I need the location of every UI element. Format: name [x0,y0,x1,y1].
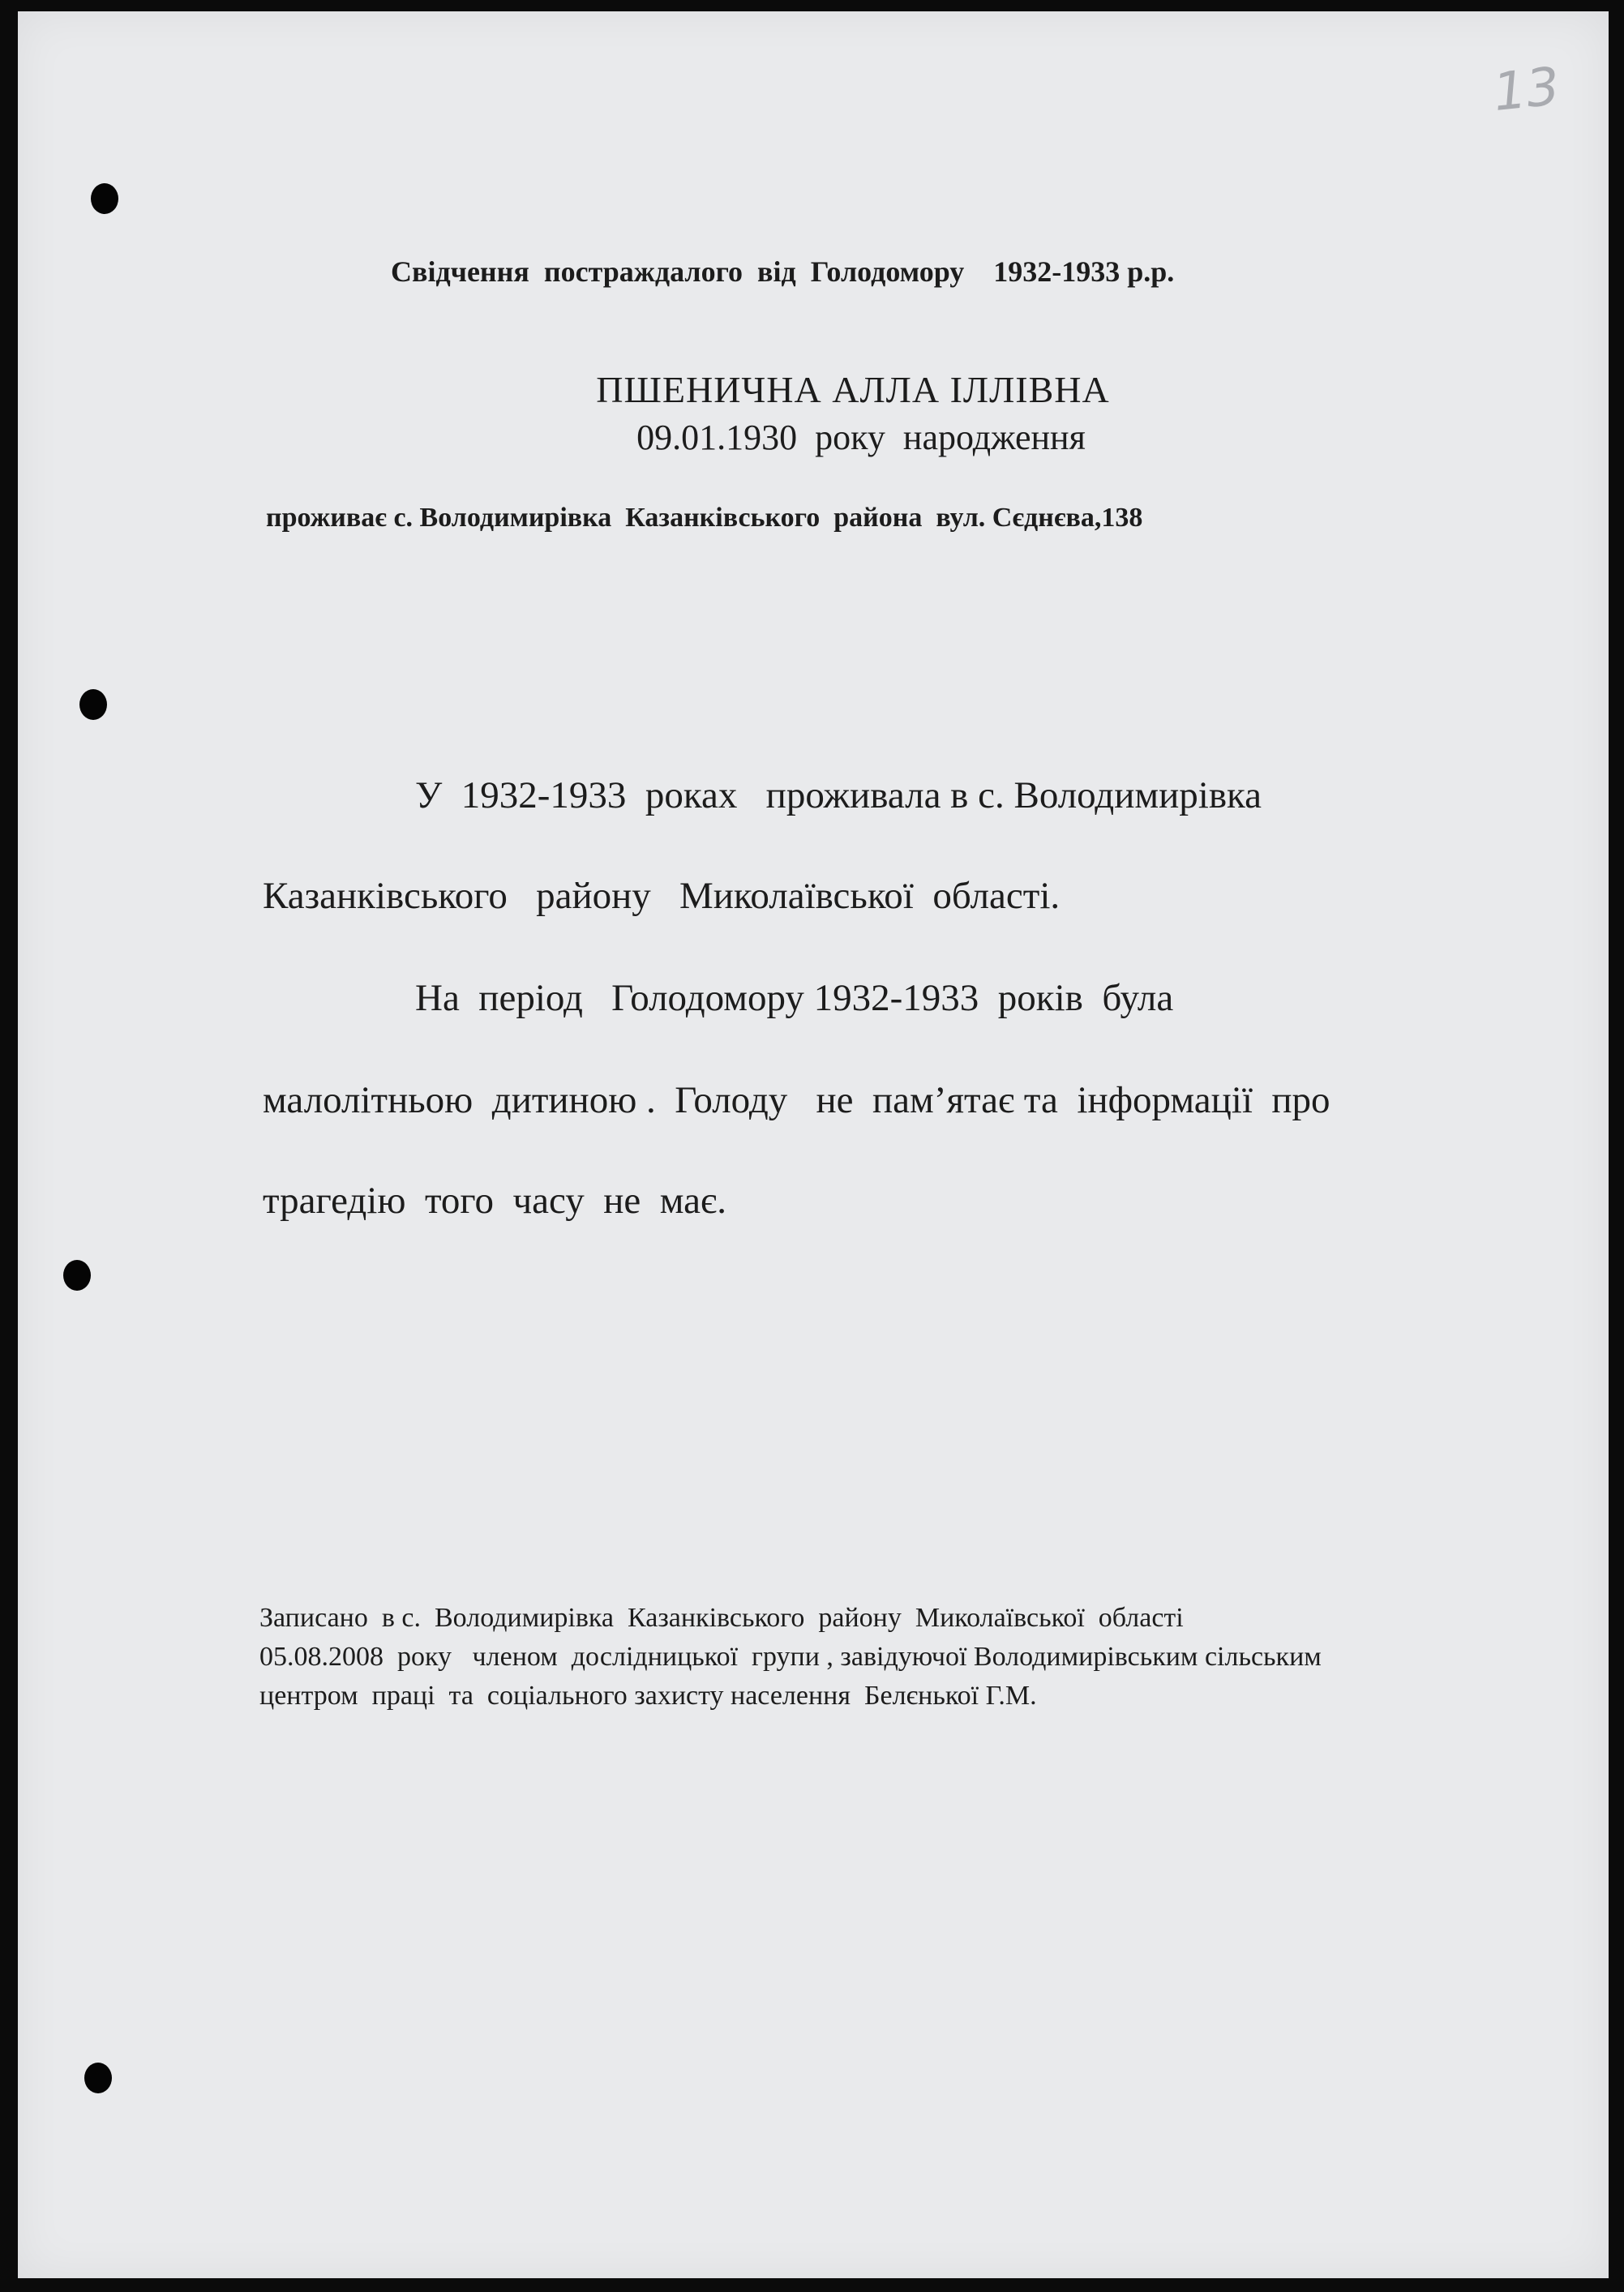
witness-birth-date: 09.01.1930 року народження [636,418,1086,457]
testimony-line: Казанківського району Миколаївської області. [263,875,1061,917]
document-title: Свідчення постраждалого від Голодомору 1932-1933 р.р. [391,255,1175,288]
punch-hole [79,689,107,720]
punch-hole [84,2063,112,2093]
testimony-line: малолітньою дитиною . Голоду не пам’ятає та інформації про [263,1079,1330,1121]
document-page [18,11,1609,2278]
record-note-line: Записано в с. Володимирівка Казанківського району Миколаївської області [259,1603,1184,1633]
witness-residence: проживає с. Володимирівка Казанківського района вул. Сєднєва,138 [266,503,1143,533]
punch-hole [63,1260,91,1291]
record-note [259,1599,1557,1716]
testimony-line: трагедію того часу не має. [263,1180,726,1222]
handwritten-page-number: 13 [1490,56,1563,124]
record-note-line: центром праці та соціального захисту населення Белєнької Г.М. [259,1681,1037,1711]
testimony-line: У 1932-1933 роках проживала в с. Володимирівка [415,774,1262,816]
witness-name: ПШЕНИЧНА АЛЛА ІЛЛІВНА [596,369,1110,410]
testimony-line: На період Голодомору 1932-1933 років була [415,977,1174,1019]
record-note-line: 05.08.2008 року членом дослідницької групи , завідуючої Володимирівським сільським [259,1642,1322,1672]
punch-hole [91,183,118,214]
